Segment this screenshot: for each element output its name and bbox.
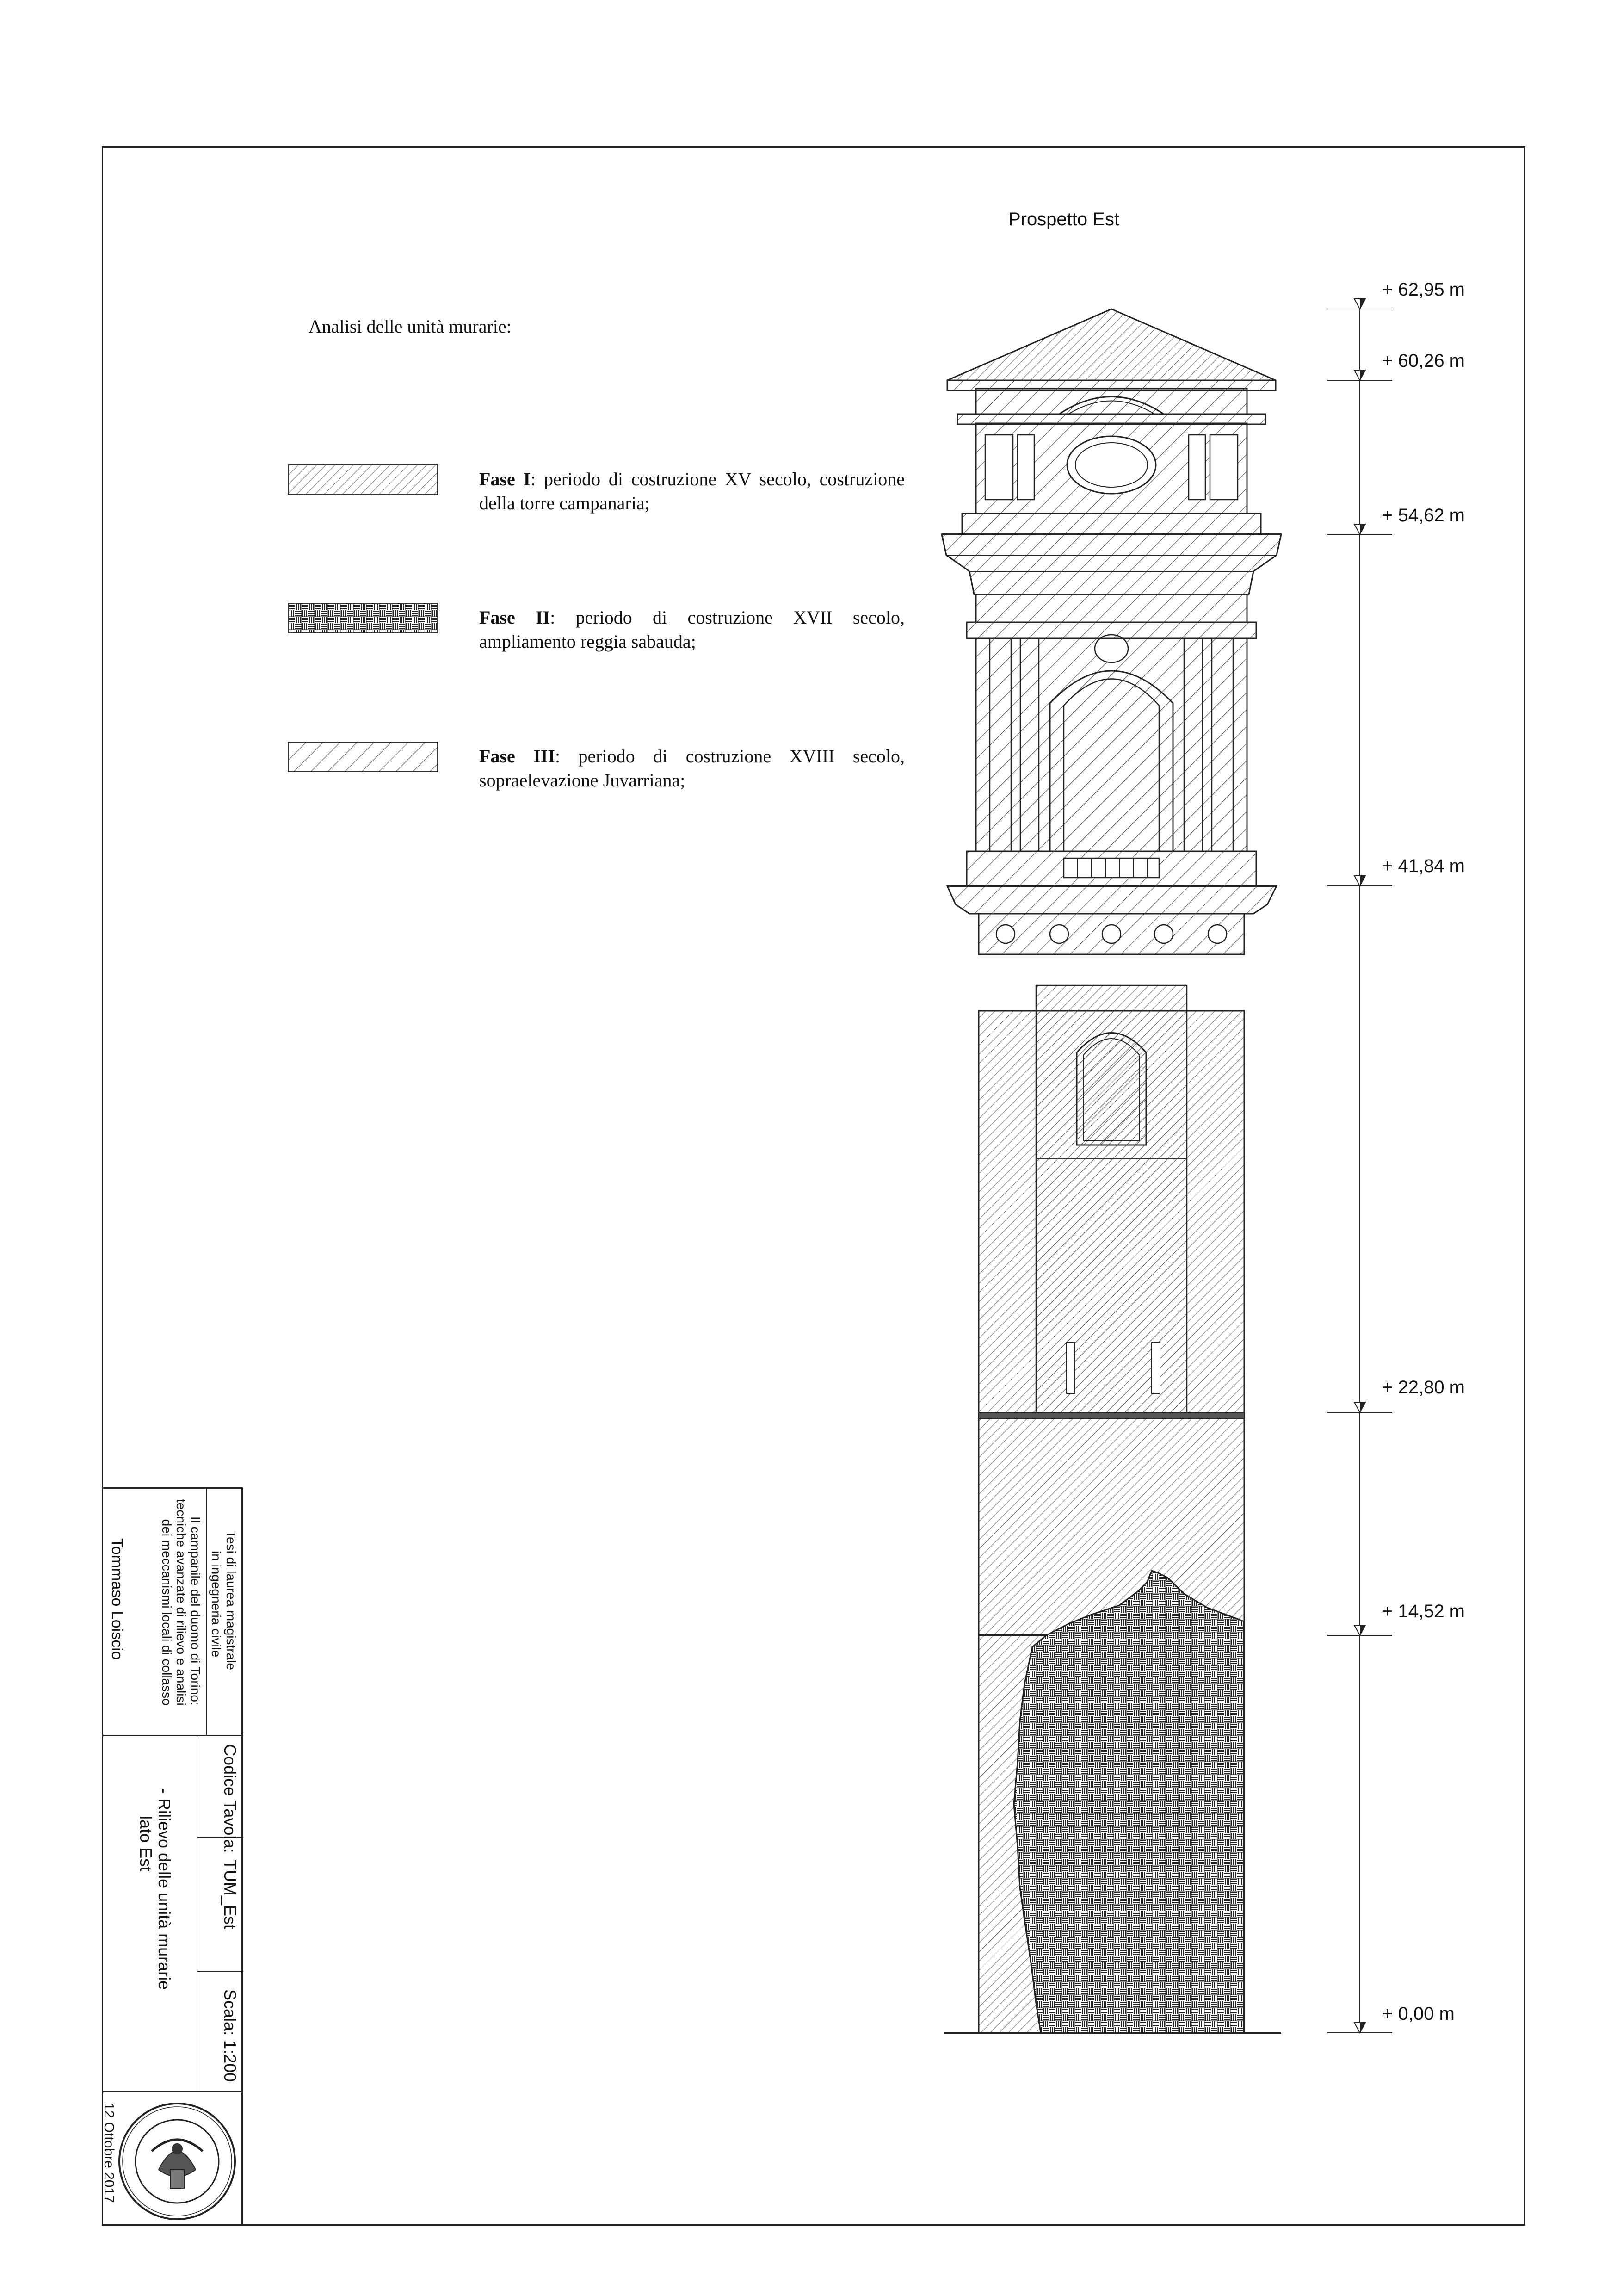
belfry [942,309,1281,954]
politecnico-seal-logo [115,2100,240,2225]
sheet-title-line: - Rilievo delle unità murarie [155,1788,174,1990]
legend-title: Analisi delle unità murarie: [309,316,512,337]
level-label: + 54,62 m [1382,505,1465,526]
scale-label: Scala: 1:200 [221,1989,240,2082]
legend-phase-label: Fase I [479,469,531,489]
sheet-title-line: lato Est [136,1816,155,1872]
date-label: 12 Ottobre 2017 [101,2103,117,2203]
level-label: + 41,84 m [1382,856,1465,876]
project-title-line: tecniche avanzate di rilievo e analisi [174,1499,188,1706]
legend-phase-label: Fase II [479,607,550,628]
legend-phase-description: : periodo di costruzione XVII secolo, ampliamento reggia sabauda; [479,607,905,652]
view-title: Prospetto Est [1008,209,1120,229]
legend-phase-description: : periodo di costruzione XV secolo, costruzione della torre campanaria; [479,469,905,514]
level-label: + 62,95 m [1382,279,1465,300]
legend-phase-label: Fase III [479,746,555,767]
code-label: Codice Tavola: [221,1744,240,1853]
level-label: + 60,26 m [1382,351,1465,371]
level-label: + 0,00 m [1382,2004,1455,2024]
title-block-project [160,1499,203,1706]
author-name: Tommaso Loiscio [108,1538,126,1660]
fase-2-masonry [1014,1571,1244,2033]
level-label: + 14,52 m [1382,1601,1465,1621]
course-label: in ingegneria civile [209,1551,223,1658]
sheet-title [136,1788,173,1990]
legend-phase-description: : periodo di costruzione XVIII secolo, sopraelevazione Juvarriana; [479,746,905,791]
project-title-line: dei meccanismi locali di collasso [160,1519,174,1706]
level-label: + 22,80 m [1382,1377,1465,1398]
code-value: TUM_Est [221,1860,240,1930]
project-title-line: Il campanile del duomo di Torino: [188,1516,203,1706]
title-block-thesis [209,1530,238,1670]
thesis-label: Tesi di laurea magistrale [224,1530,238,1670]
